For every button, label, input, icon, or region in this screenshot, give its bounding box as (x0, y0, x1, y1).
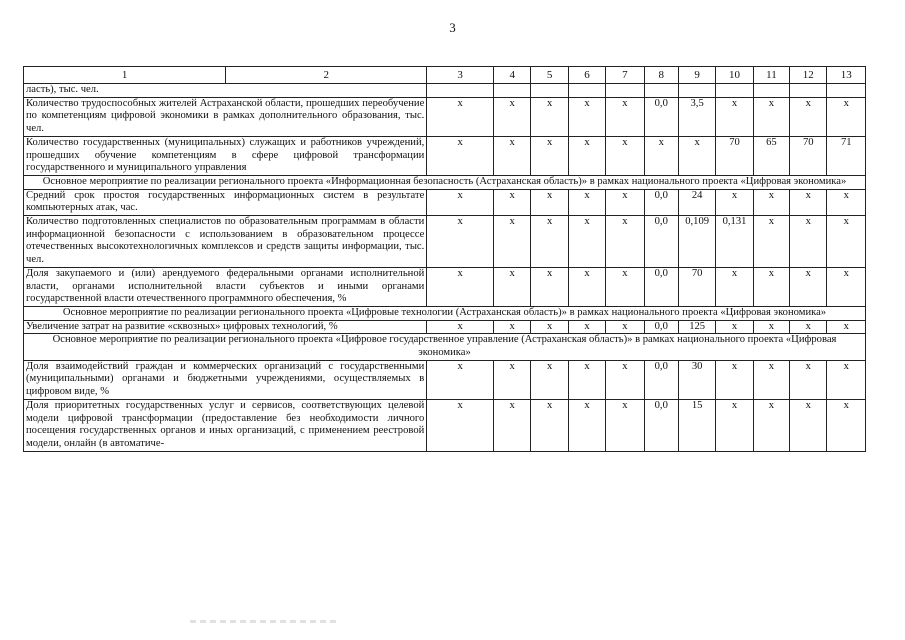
indicator-name: Увеличение затрат на развитие «сквозных» цифровых технологий, % (24, 320, 427, 334)
indicator-value (531, 84, 568, 98)
section-row (24, 334, 866, 360)
indicator-value: x (531, 189, 568, 215)
indicator-value: x (427, 216, 494, 268)
indicator-value: x (753, 360, 789, 399)
indicator-value: x (753, 267, 789, 306)
indicator-value: x (531, 320, 568, 334)
indicator-value: x (531, 267, 568, 306)
indicator-value: x (531, 399, 568, 451)
indicator-value: x (753, 189, 789, 215)
indicator-value: 3,5 (678, 97, 715, 136)
indicator-value: x (427, 97, 494, 136)
indicator-value: x (427, 320, 494, 334)
column-header: 8 (644, 67, 678, 84)
indicator-value: x (716, 97, 753, 136)
column-header: 4 (494, 67, 531, 84)
page-number: 3 (449, 20, 456, 35)
indicator-value: x (568, 320, 605, 334)
table-row (24, 97, 866, 136)
indicator-value: x (531, 136, 568, 175)
section-title: Основное мероприятие по реализации регионального проекта «Информационная безопасность (Астраханская область)» в рамках национального проекта «Цифровая экономика» (24, 175, 866, 189)
indicator-name: Доля взаимодействий граждан и коммерческих организаций с государственными (муниципальными) органами и бюджетными учреждениями, осуществляемых в цифровом виде, % (24, 360, 427, 399)
indicator-value: 125 (678, 320, 715, 334)
indicator-value: 0,131 (716, 216, 753, 268)
indicator-value: x (494, 97, 531, 136)
indicator-value: x (827, 216, 866, 268)
indicator-value: 0,0 (644, 189, 678, 215)
indicator-value: x (753, 216, 789, 268)
indicator-value: x (790, 399, 827, 451)
table-row (24, 84, 866, 98)
indicator-value (606, 84, 644, 98)
indicator-value: 30 (678, 360, 715, 399)
indicator-name: Доля приоритетных государственных услуг и сервисов, соответствующих целевой модели цифровой трансформации (предоставление без необходимости личного посещения государственных органов и иных организаций, с применением реестровой модели, онлайн (в автоматиче- (24, 399, 427, 451)
indicator-value: x (716, 320, 753, 334)
indicator-value: x (606, 267, 644, 306)
column-header: 7 (606, 67, 644, 84)
indicator-name: Количество государственных (муниципальных) служащих и работников учреждений, прошедших обучение компетенциям в сфере цифровой трансформации государственного и муниципального управления (24, 136, 427, 175)
column-header: 3 (427, 67, 494, 84)
indicator-value: x (606, 189, 644, 215)
indicator-value (716, 84, 753, 98)
indicator-value: x (494, 189, 531, 215)
indicator-value: x (790, 189, 827, 215)
table-row (24, 267, 866, 306)
indicator-value: x (494, 360, 531, 399)
indicator-value: x (827, 399, 866, 451)
indicator-value: x (678, 136, 715, 175)
table-row (24, 399, 866, 451)
indicator-value: 65 (753, 136, 789, 175)
column-header: 12 (790, 67, 827, 84)
indicator-value: x (427, 399, 494, 451)
indicator-value: x (827, 97, 866, 136)
indicator-value: x (494, 267, 531, 306)
indicator-value: x (606, 320, 644, 334)
indicator-value: x (827, 267, 866, 306)
indicator-value: 70 (790, 136, 827, 175)
column-header: 5 (531, 67, 568, 84)
column-header: 9 (678, 67, 715, 84)
indicator-value: x (531, 97, 568, 136)
indicator-value: 70 (716, 136, 753, 175)
table-row (24, 216, 866, 268)
table-body (24, 84, 866, 452)
indicator-name: Доля закупаемого и (или) арендуемого федеральными органами исполнительной власти, органами исполнительной власти субъектов и иными органами государственной власти отечественного программного обеспечения, % (24, 267, 427, 306)
indicator-value (644, 84, 678, 98)
table-row (24, 136, 866, 175)
indicator-value: x (827, 320, 866, 334)
indicator-value: x (716, 399, 753, 451)
indicator-value: 15 (678, 399, 715, 451)
indicator-value: x (790, 216, 827, 268)
indicator-value: x (427, 136, 494, 175)
indicator-value: x (790, 97, 827, 136)
section-row (24, 306, 866, 320)
indicator-value: x (568, 189, 605, 215)
scan-artifact (190, 620, 340, 623)
column-header: 1 (24, 67, 226, 84)
indicator-value: x (790, 360, 827, 399)
indicator-value: x (531, 360, 568, 399)
indicator-value: x (494, 399, 531, 451)
indicator-value: x (790, 320, 827, 334)
indicator-value: x (716, 189, 753, 215)
indicator-value (678, 84, 715, 98)
column-header: 6 (568, 67, 605, 84)
section-row (24, 175, 866, 189)
table-row (24, 320, 866, 334)
indicator-value: x (606, 97, 644, 136)
indicator-value: x (494, 320, 531, 334)
indicator-value: x (716, 267, 753, 306)
indicator-name: Количество подготовленных специалистов по образовательным программам в области информационной безопасности с использованием в образовательном процессе отечественных высокотехнологичных комплексов и средств защиты информации, тыс. чел. (24, 216, 427, 268)
indicator-value: 0,109 (678, 216, 715, 268)
section-title: Основное мероприятие по реализации регионального проекта «Цифровые технологии (Астраханская область)» в рамках национального проекта «Цифровая экономика» (24, 306, 866, 320)
indicator-value (827, 84, 866, 98)
indicator-value: x (568, 399, 605, 451)
indicators-table (23, 66, 866, 452)
indicator-value (753, 84, 789, 98)
indicator-value: 0,0 (644, 320, 678, 334)
indicator-value: x (644, 136, 678, 175)
section-title: Основное мероприятие по реализации регионального проекта «Цифровое государственное управление (Астраханская область)» в рамках национального проекта «Цифровая экономика» (24, 334, 866, 360)
indicator-value: x (427, 267, 494, 306)
indicator-name: ласть), тыс. чел. (24, 84, 427, 98)
indicator-value: x (568, 97, 605, 136)
indicator-value: x (753, 97, 789, 136)
indicator-value: x (494, 136, 531, 175)
indicator-value (427, 84, 494, 98)
indicator-value: x (568, 360, 605, 399)
indicator-value: 71 (827, 136, 866, 175)
column-header: 13 (827, 67, 866, 84)
indicator-value: x (827, 189, 866, 215)
indicator-value: 70 (678, 267, 715, 306)
indicator-value: x (790, 267, 827, 306)
indicator-value (568, 84, 605, 98)
indicator-value: x (531, 216, 568, 268)
indicator-value: 0,0 (644, 267, 678, 306)
indicator-value: x (606, 216, 644, 268)
indicator-name: Количество трудоспособных жителей Астраханской области, прошедших переобучение по компетенциям цифровой экономики в рамках дополнительного образования, тыс. чел. (24, 97, 427, 136)
column-header: 11 (753, 67, 789, 84)
indicator-value: x (606, 136, 644, 175)
table-row (24, 189, 866, 215)
indicator-value: x (427, 189, 494, 215)
indicator-value: 24 (678, 189, 715, 215)
indicator-value: x (427, 360, 494, 399)
indicator-value: 0,0 (644, 216, 678, 268)
header-row (24, 67, 866, 84)
indicator-value: x (827, 360, 866, 399)
table-row (24, 360, 866, 399)
indicator-value: 0,0 (644, 360, 678, 399)
indicator-value: x (568, 267, 605, 306)
indicator-value: x (568, 136, 605, 175)
indicator-value: 0,0 (644, 399, 678, 451)
column-header: 10 (716, 67, 753, 84)
indicator-value: x (606, 360, 644, 399)
indicator-value: 0,0 (644, 97, 678, 136)
indicator-value: x (753, 399, 789, 451)
indicator-value: x (753, 320, 789, 334)
column-header: 2 (226, 67, 427, 84)
indicator-name: Средний срок простоя государственных информационных систем в результате компьютерных атак, час. (24, 189, 427, 215)
indicator-value: x (568, 216, 605, 268)
indicator-value: x (494, 216, 531, 268)
indicator-value (494, 84, 531, 98)
indicator-value: x (716, 360, 753, 399)
indicator-value: x (606, 399, 644, 451)
indicator-value (790, 84, 827, 98)
